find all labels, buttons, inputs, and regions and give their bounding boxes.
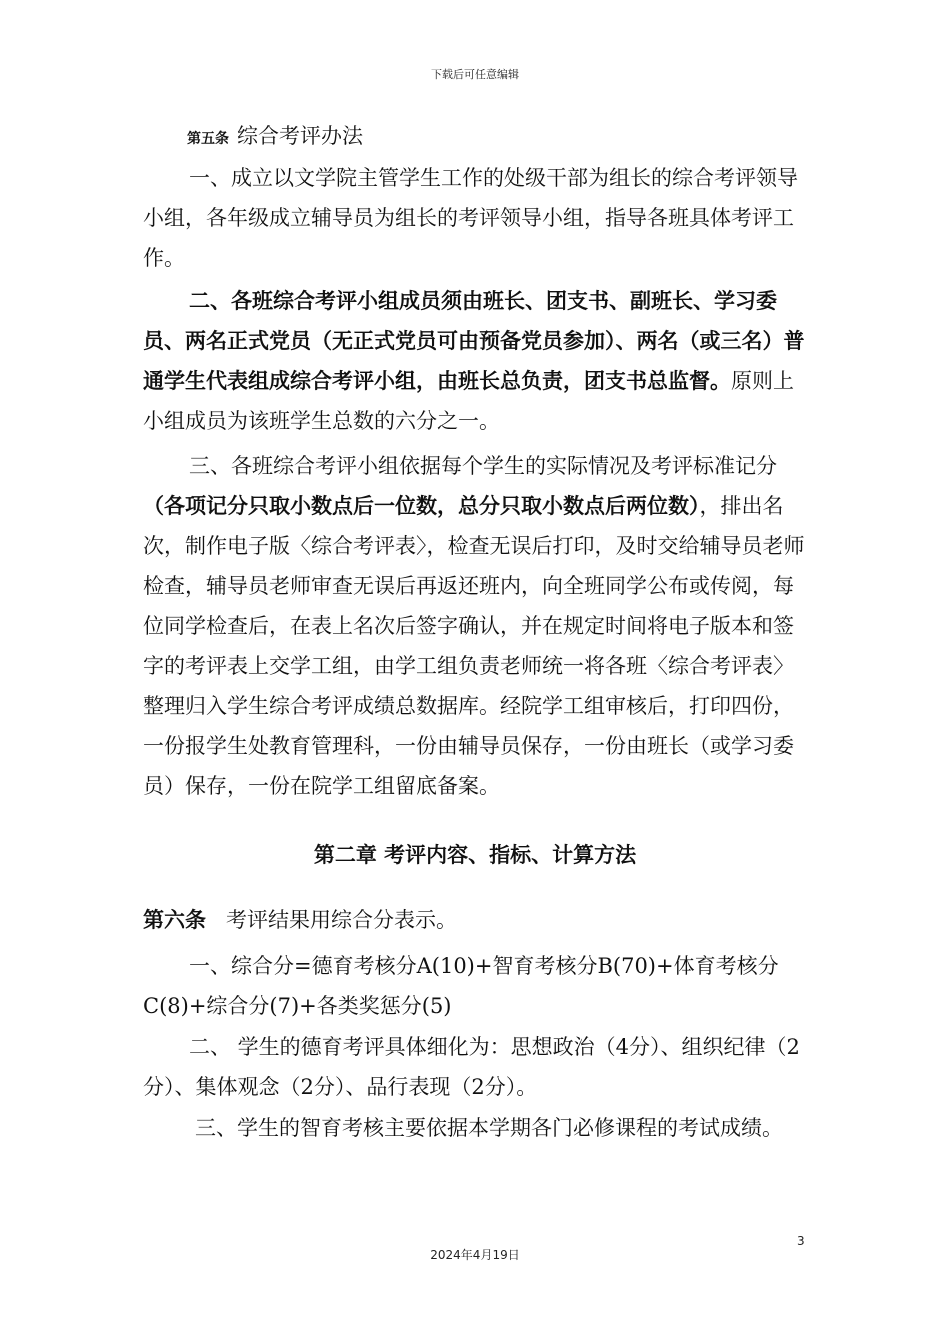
article-6-title: 考评结果用综合分表示。 [226, 908, 457, 932]
article-5-paragraph-1: 一、成立以文学院主管学生工作的处级干部为组长的综合考评领导小组，各年级成立辅导员为组长的考评领导小组，指导各班具体考评工作。 [143, 166, 798, 270]
article-6-heading [143, 904, 457, 934]
article-5-tag: 第五条 [187, 131, 229, 147]
article-5-paragraph-2-rest: 原则上小组成员为该班学生总数的六分之一。 [143, 369, 794, 433]
article-6-paragraph-1: 一、综合分=德育考核分A(10)+智育考核分B(70)+体育考核分C(8)+综合分(7)+各类奖惩分(5) [143, 954, 779, 1018]
article-5-title: 综合考评办法 [237, 124, 363, 148]
article-5-paragraph-2-bold: 二、各班综合考评小组成员须由班长、团支书、副班长、学习委员、两名正式党员（无正式党员可由预备党员参加）、两名（或三名）普通学生代表组成综合考评小组，由班长总负责，团支书总监督。 [143, 289, 805, 393]
article-6-paragraph-3: 三、学生的智育考核主要依据本学期各门必修课程的考试成绩。 [195, 1116, 783, 1140]
article-6-tag: 第六条 [143, 908, 206, 932]
page-number: 3 [797, 1234, 805, 1248]
header-note: 下载后可任意编辑 [431, 68, 519, 81]
article-5-heading [187, 120, 363, 150]
article-5-paragraph-3 [143, 446, 807, 806]
article-5-paragraph-2 [143, 281, 807, 441]
article-5-paragraph-3-end: ，排出名次，制作电子版〈综合考评表〉，检查无误后打印，及时交给辅导员老师检查，辅导员老师审查无误后再返还班内，向全班同学公布或传阅，每位同学检查后，在表上名次后签字确认，并在规定时间将电子版本和签字的考评表上交学工组，由学工组负责老师统一将各班〈综合考评表〉整理归入学生综合考评成绩总数据库。经院学工组审核后，打印四份，一份报学生处教育管理科，一份由辅导员保存，一份由班长（或学习委员）保存，一份在院学工组留底备案。 [143, 494, 805, 798]
article-5-paragraph-3-bold: （各项记分只取小数点后一位数，总分只取小数点后两位数） [143, 494, 700, 518]
article-5-paragraph-3-start: 三、各班综合考评小组依据每个学生的实际情况及考评标准记分 [189, 454, 777, 478]
footer-date: 2024年4月19日 [430, 1248, 520, 1262]
article-6-paragraph-2: 二、 学生的德育考评具体细化为：思想政治（4分）、组织纪律（2分）、集体观念（2分）、品行表现（2分）。 [143, 1035, 800, 1099]
chapter-2-title: 第二章 考评内容、指标、计算方法 [313, 843, 637, 867]
